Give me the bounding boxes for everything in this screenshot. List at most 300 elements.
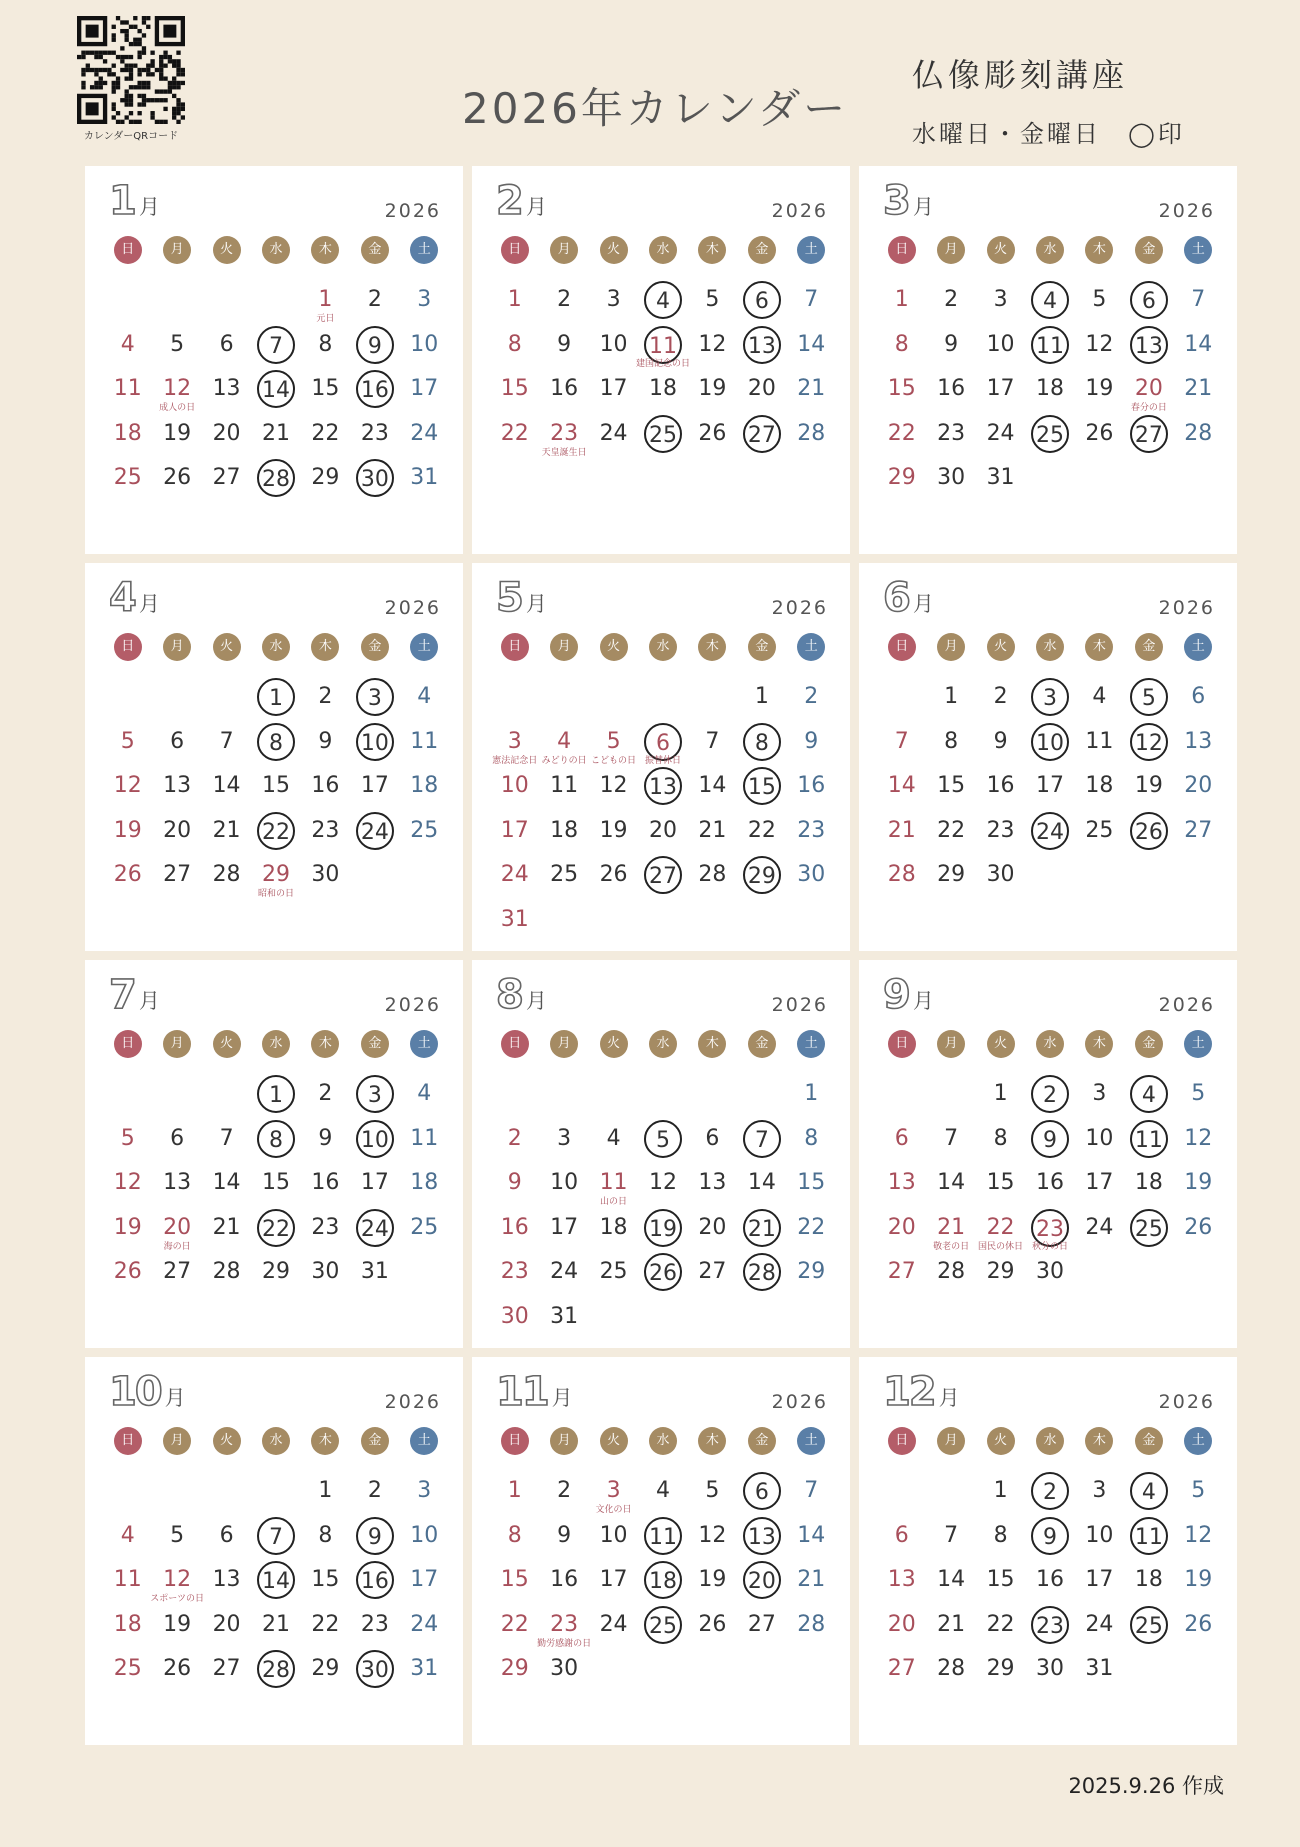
class-day-cell bbox=[350, 1514, 399, 1559]
day-number: 23 bbox=[1031, 1209, 1069, 1247]
day-grid bbox=[490, 675, 836, 943]
class-day-cell bbox=[737, 853, 786, 898]
day-cell bbox=[1075, 764, 1124, 809]
empty-day-cell bbox=[152, 1469, 201, 1514]
day-cell bbox=[877, 1117, 926, 1162]
day-grid bbox=[490, 278, 836, 456]
weekday-header-row bbox=[490, 1030, 836, 1058]
day-cell bbox=[737, 675, 786, 720]
class-day-cell bbox=[737, 1514, 786, 1559]
day-number: 12 bbox=[113, 773, 142, 799]
day-cell bbox=[926, 1603, 975, 1648]
day-number: 16 bbox=[797, 773, 826, 799]
day-number: 11 bbox=[1085, 728, 1114, 754]
day-cell bbox=[787, 367, 836, 412]
weekday-badge: 月 bbox=[937, 1030, 965, 1058]
day-number: 9 bbox=[557, 331, 572, 357]
day-cell bbox=[877, 764, 926, 809]
day-number: 17 bbox=[410, 376, 439, 402]
day-cell bbox=[400, 456, 449, 501]
day-number: 22 bbox=[500, 420, 529, 446]
day-number: 30 bbox=[1035, 1656, 1064, 1682]
day-cell bbox=[1075, 412, 1124, 457]
class-day-cell bbox=[251, 1514, 300, 1559]
weekday-badge: 土 bbox=[1184, 1030, 1212, 1058]
class-day-cell bbox=[1124, 412, 1173, 457]
day-cell bbox=[152, 1647, 201, 1692]
day-cell bbox=[150, 1558, 204, 1605]
weekday-header-row bbox=[103, 236, 449, 264]
day-number: 11 bbox=[1130, 1517, 1168, 1555]
holiday-label: 勤労感謝の日 bbox=[537, 1638, 592, 1649]
day-number: 28 bbox=[743, 1253, 781, 1291]
day-number: 16 bbox=[311, 773, 340, 799]
day-number: 8 bbox=[993, 1522, 1008, 1548]
month-card bbox=[859, 166, 1237, 554]
day-number: 10 bbox=[410, 331, 439, 357]
day-number: 1 bbox=[993, 1081, 1008, 1106]
day-number: 2 bbox=[804, 684, 819, 709]
day-cell bbox=[539, 367, 588, 412]
month-number: 11 bbox=[496, 1369, 548, 1415]
day-cell bbox=[301, 1647, 350, 1692]
day-cell bbox=[490, 1117, 539, 1162]
day-number: 26 bbox=[644, 1253, 682, 1291]
weekday-header-row bbox=[490, 633, 836, 661]
day-cell bbox=[490, 1161, 539, 1206]
day-number: 4 bbox=[655, 1478, 670, 1503]
weekday-badge: 水 bbox=[1036, 633, 1064, 661]
day-number: 22 bbox=[311, 1611, 340, 1637]
day-number: 12 bbox=[113, 1170, 142, 1196]
day-cell bbox=[688, 764, 737, 809]
day-number: 29 bbox=[311, 1656, 340, 1682]
day-cell bbox=[301, 675, 350, 720]
day-number: 23 bbox=[1031, 1606, 1069, 1644]
day-number: 11 bbox=[644, 326, 682, 364]
day-cell bbox=[1174, 1161, 1223, 1206]
day-number: 1 bbox=[754, 684, 769, 709]
day-number: 31 bbox=[500, 906, 529, 932]
day-cell bbox=[202, 809, 251, 854]
day-cell bbox=[103, 853, 152, 898]
day-number: 19 bbox=[113, 817, 142, 843]
month-kanji: 月 bbox=[138, 989, 160, 1013]
day-cell bbox=[1025, 764, 1074, 809]
class-day-cell bbox=[737, 323, 786, 368]
day-cell bbox=[400, 809, 449, 854]
month-year: 2026 bbox=[384, 597, 441, 619]
day-cell bbox=[301, 1250, 350, 1295]
day-cell bbox=[301, 809, 350, 854]
day-cell bbox=[589, 720, 638, 765]
day-number: 19 bbox=[698, 376, 727, 402]
day-cell bbox=[1075, 1603, 1124, 1648]
day-cell bbox=[539, 278, 588, 323]
month-heading bbox=[496, 178, 547, 224]
day-number: 25 bbox=[599, 1259, 628, 1285]
day-number: 28 bbox=[1184, 420, 1213, 446]
class-day-cell bbox=[251, 1117, 300, 1162]
day-cell bbox=[976, 1469, 1025, 1514]
day-cell bbox=[152, 1603, 201, 1648]
day-number: 3 bbox=[417, 1478, 432, 1503]
day-number: 18 bbox=[648, 376, 677, 402]
day-number: 5 bbox=[705, 1478, 720, 1503]
day-number: 30 bbox=[550, 1656, 579, 1682]
day-cell bbox=[688, 1250, 737, 1295]
day-number: 21 bbox=[937, 1214, 966, 1240]
weekday-badge: 火 bbox=[600, 236, 628, 264]
day-number: 1 bbox=[993, 1478, 1008, 1503]
day-number: 26 bbox=[1184, 1214, 1213, 1240]
day-number: 6 bbox=[170, 728, 185, 754]
day-number: 7 bbox=[944, 1522, 959, 1548]
qr-code-icon[interactable] bbox=[77, 16, 185, 124]
empty-day-cell bbox=[926, 1072, 975, 1117]
day-number: 24 bbox=[1085, 1611, 1114, 1637]
day-number: 14 bbox=[797, 1522, 826, 1548]
day-cell bbox=[539, 1161, 588, 1206]
empty-day-cell bbox=[103, 675, 152, 720]
day-cell bbox=[688, 1117, 737, 1162]
day-number: 21 bbox=[797, 1567, 826, 1593]
month-kanji: 月 bbox=[912, 592, 934, 616]
day-cell bbox=[1174, 1603, 1223, 1648]
day-number: 30 bbox=[1035, 1259, 1064, 1285]
day-number: 15 bbox=[743, 767, 781, 805]
empty-day-cell bbox=[638, 675, 687, 720]
day-number: 5 bbox=[1130, 678, 1168, 716]
month-number: 8 bbox=[496, 972, 522, 1018]
day-cell bbox=[301, 764, 350, 809]
day-cell bbox=[301, 853, 350, 898]
day-number: 21 bbox=[1184, 376, 1213, 402]
day-number: 30 bbox=[311, 1259, 340, 1285]
day-number: 29 bbox=[986, 1656, 1015, 1682]
day-cell bbox=[737, 1161, 786, 1206]
day-number: 31 bbox=[550, 1303, 579, 1329]
day-cell bbox=[251, 1250, 300, 1295]
holiday-label: 昭和の日 bbox=[257, 889, 294, 900]
weekday-badge: 火 bbox=[987, 236, 1015, 264]
day-number: 2 bbox=[367, 1478, 382, 1503]
day-number: 11 bbox=[599, 1170, 628, 1196]
weekday-badge: 金 bbox=[1135, 1030, 1163, 1058]
day-number: 4 bbox=[417, 684, 432, 709]
weekday-badge: 月 bbox=[163, 1427, 191, 1455]
class-day-cell bbox=[1124, 1469, 1173, 1514]
day-number: 21 bbox=[797, 376, 826, 402]
day-number: 17 bbox=[1085, 1567, 1114, 1593]
month-kanji: 月 bbox=[525, 195, 547, 219]
day-number: 8 bbox=[507, 331, 522, 357]
day-number: 6 bbox=[1191, 684, 1206, 709]
day-number: 7 bbox=[743, 1120, 781, 1158]
day-number: 9 bbox=[993, 728, 1008, 754]
day-cell bbox=[400, 720, 449, 765]
day-number: 14 bbox=[937, 1567, 966, 1593]
day-cell bbox=[400, 1161, 449, 1206]
day-cell bbox=[490, 720, 539, 765]
day-cell bbox=[350, 1603, 399, 1648]
month-card bbox=[85, 960, 463, 1348]
weekday-badge: 水 bbox=[262, 633, 290, 661]
day-cell bbox=[539, 1469, 588, 1514]
day-cell bbox=[202, 1161, 251, 1206]
day-cell bbox=[301, 1603, 350, 1648]
day-cell bbox=[638, 367, 687, 412]
day-cell bbox=[202, 853, 251, 898]
day-number: 7 bbox=[257, 1517, 295, 1555]
day-number: 7 bbox=[894, 728, 909, 754]
day-number: 27 bbox=[743, 415, 781, 453]
day-cell bbox=[1174, 367, 1223, 412]
day-cell bbox=[589, 1250, 638, 1295]
day-cell bbox=[787, 1469, 836, 1514]
day-number: 31 bbox=[410, 465, 439, 491]
day-cell bbox=[688, 809, 737, 854]
day-number: 9 bbox=[557, 1522, 572, 1548]
day-cell bbox=[301, 1206, 350, 1251]
day-cell bbox=[589, 278, 638, 323]
day-cell bbox=[787, 1206, 836, 1251]
weekday-badge: 金 bbox=[748, 1030, 776, 1058]
day-number: 9 bbox=[356, 326, 394, 364]
day-cell bbox=[301, 1117, 350, 1162]
day-number: 17 bbox=[986, 376, 1015, 402]
weekday-badge: 水 bbox=[649, 236, 677, 264]
day-cell bbox=[787, 1514, 836, 1559]
day-number: 25 bbox=[410, 817, 439, 843]
weekday-badge: 水 bbox=[649, 1427, 677, 1455]
day-cell bbox=[103, 1117, 152, 1162]
weekday-badge: 日 bbox=[888, 236, 916, 264]
day-cell bbox=[589, 1514, 638, 1559]
month-kanji: 月 bbox=[525, 592, 547, 616]
day-number: 1 bbox=[257, 678, 295, 716]
day-number: 12 bbox=[1130, 723, 1168, 761]
day-number: 13 bbox=[1130, 326, 1168, 364]
day-cell bbox=[589, 323, 638, 368]
empty-day-cell bbox=[152, 278, 201, 323]
month-heading bbox=[883, 178, 934, 224]
day-cell bbox=[1075, 1469, 1124, 1514]
day-cell bbox=[976, 1514, 1025, 1559]
day-cell bbox=[202, 456, 251, 501]
day-number: 2 bbox=[367, 287, 382, 312]
day-cell bbox=[589, 1603, 638, 1648]
day-cell bbox=[589, 1117, 638, 1162]
day-number: 28 bbox=[257, 459, 295, 497]
day-number: 30 bbox=[500, 1303, 529, 1329]
class-day-cell bbox=[1124, 809, 1173, 854]
day-cell bbox=[103, 367, 152, 412]
day-number: 16 bbox=[937, 376, 966, 402]
day-cell bbox=[103, 1514, 152, 1559]
day-cell bbox=[1174, 1072, 1223, 1117]
month-number: 4 bbox=[109, 575, 135, 621]
day-cell bbox=[638, 1161, 687, 1206]
day-cell bbox=[737, 367, 786, 412]
day-cell bbox=[877, 412, 926, 457]
month-heading bbox=[109, 972, 160, 1018]
class-day-cell bbox=[737, 1250, 786, 1295]
class-day-cell bbox=[1124, 1117, 1173, 1162]
day-number: 9 bbox=[804, 728, 819, 754]
class-day-cell bbox=[1025, 1206, 1074, 1251]
day-cell bbox=[400, 323, 449, 368]
empty-day-cell bbox=[103, 1072, 152, 1117]
day-cell bbox=[976, 675, 1025, 720]
day-cell bbox=[350, 764, 399, 809]
class-day-cell bbox=[1025, 720, 1074, 765]
day-number: 28 bbox=[212, 1259, 241, 1285]
day-number: 13 bbox=[212, 376, 241, 402]
day-grid bbox=[877, 675, 1223, 898]
day-cell bbox=[539, 764, 588, 809]
month-year: 2026 bbox=[771, 597, 828, 619]
class-day-cell bbox=[350, 1647, 399, 1692]
day-cell bbox=[1075, 1647, 1124, 1692]
weekday-badge: 日 bbox=[501, 236, 529, 264]
day-cell bbox=[589, 412, 638, 457]
day-number: 22 bbox=[500, 1611, 529, 1637]
day-number: 19 bbox=[113, 1214, 142, 1240]
day-number: 12 bbox=[698, 331, 727, 357]
day-cell bbox=[202, 367, 251, 412]
weekday-badge: 木 bbox=[1085, 1030, 1113, 1058]
day-number: 29 bbox=[937, 862, 966, 888]
day-number: 7 bbox=[257, 326, 295, 364]
day-cell bbox=[490, 278, 539, 323]
day-number: 15 bbox=[311, 1567, 340, 1593]
day-cell bbox=[589, 809, 638, 854]
day-number: 5 bbox=[170, 331, 185, 357]
day-cell bbox=[976, 1647, 1025, 1692]
day-cell bbox=[350, 412, 399, 457]
day-cell bbox=[1174, 720, 1223, 765]
day-number: 2 bbox=[507, 1125, 522, 1151]
day-number: 14 bbox=[212, 773, 241, 799]
class-day-cell bbox=[251, 1072, 300, 1117]
month-year: 2026 bbox=[771, 994, 828, 1016]
weekday-badge: 火 bbox=[987, 1427, 1015, 1455]
day-cell bbox=[1075, 1117, 1124, 1162]
day-cell bbox=[539, 1558, 588, 1603]
day-cell bbox=[1174, 809, 1223, 854]
day-cell bbox=[688, 1603, 737, 1648]
day-number: 10 bbox=[1031, 723, 1069, 761]
holiday-label: 敬老の日 bbox=[933, 1241, 970, 1252]
day-number: 16 bbox=[356, 1561, 394, 1599]
weekday-badge: 日 bbox=[888, 1427, 916, 1455]
weekday-badge: 火 bbox=[213, 1030, 241, 1058]
day-cell bbox=[539, 720, 588, 765]
day-cell bbox=[926, 1647, 975, 1692]
day-number: 16 bbox=[986, 773, 1015, 799]
month-kanji: 月 bbox=[525, 989, 547, 1013]
day-cell bbox=[787, 1250, 836, 1295]
empty-day-cell bbox=[539, 675, 588, 720]
class-day-cell bbox=[350, 1072, 399, 1117]
class-day-cell bbox=[737, 278, 786, 323]
day-cell bbox=[202, 1647, 251, 1692]
day-number: 13 bbox=[163, 773, 192, 799]
month-kanji: 月 bbox=[938, 1386, 960, 1410]
day-cell bbox=[301, 720, 350, 765]
holiday-label: 振替休日 bbox=[644, 755, 681, 766]
day-number: 17 bbox=[500, 817, 529, 843]
class-day-cell bbox=[1124, 1603, 1173, 1648]
class-day-cell bbox=[638, 720, 687, 765]
day-cell bbox=[976, 1161, 1025, 1206]
day-number: 20 bbox=[1184, 773, 1213, 799]
day-number: 21 bbox=[698, 817, 727, 843]
day-number: 26 bbox=[113, 1259, 142, 1285]
day-cell bbox=[301, 1514, 350, 1559]
day-number: 8 bbox=[944, 728, 959, 754]
day-cell bbox=[1075, 278, 1124, 323]
day-cell bbox=[490, 412, 539, 457]
day-number: 11 bbox=[1130, 1120, 1168, 1158]
day-number: 21 bbox=[212, 1214, 241, 1240]
day-number: 12 bbox=[599, 773, 628, 799]
weekday-badge: 金 bbox=[361, 1030, 389, 1058]
day-number: 25 bbox=[1031, 415, 1069, 453]
class-day-cell bbox=[251, 1206, 300, 1251]
weekday-badge: 日 bbox=[114, 236, 142, 264]
day-number: 7 bbox=[219, 728, 234, 754]
day-number: 15 bbox=[986, 1170, 1015, 1196]
holiday-label: 春分の日 bbox=[1130, 403, 1167, 414]
day-cell bbox=[539, 1117, 588, 1162]
day-cell bbox=[688, 853, 737, 898]
day-cell bbox=[152, 1117, 201, 1162]
day-cell bbox=[877, 1206, 926, 1251]
day-cell bbox=[400, 1117, 449, 1162]
weekday-badge: 木 bbox=[311, 633, 339, 661]
day-cell bbox=[1124, 1161, 1173, 1206]
day-cell bbox=[976, 809, 1025, 854]
day-cell bbox=[539, 1250, 588, 1295]
weekday-badge: 月 bbox=[550, 633, 578, 661]
day-number: 4 bbox=[1130, 1472, 1168, 1510]
day-cell bbox=[787, 1603, 836, 1648]
empty-day-cell bbox=[103, 278, 152, 323]
day-number: 22 bbox=[797, 1214, 826, 1240]
class-day-cell bbox=[251, 1558, 300, 1603]
day-cell bbox=[1025, 1558, 1074, 1603]
day-cell bbox=[350, 278, 399, 323]
day-number: 30 bbox=[986, 862, 1015, 888]
day-number: 10 bbox=[1085, 1522, 1114, 1548]
day-cell bbox=[301, 1558, 350, 1603]
weekday-header-row bbox=[877, 633, 1223, 661]
weekday-header-row bbox=[490, 1427, 836, 1455]
day-cell bbox=[737, 1603, 786, 1648]
day-cell bbox=[589, 1558, 638, 1603]
holiday-label: 元日 bbox=[316, 314, 335, 324]
day-number: 29 bbox=[261, 862, 290, 888]
day-number: 28 bbox=[698, 862, 727, 888]
weekday-badge: 土 bbox=[797, 633, 825, 661]
day-number: 5 bbox=[120, 1125, 135, 1151]
day-number: 5 bbox=[120, 728, 135, 754]
day-cell bbox=[589, 367, 638, 412]
class-day-cell bbox=[350, 675, 399, 720]
day-grid bbox=[103, 278, 449, 501]
